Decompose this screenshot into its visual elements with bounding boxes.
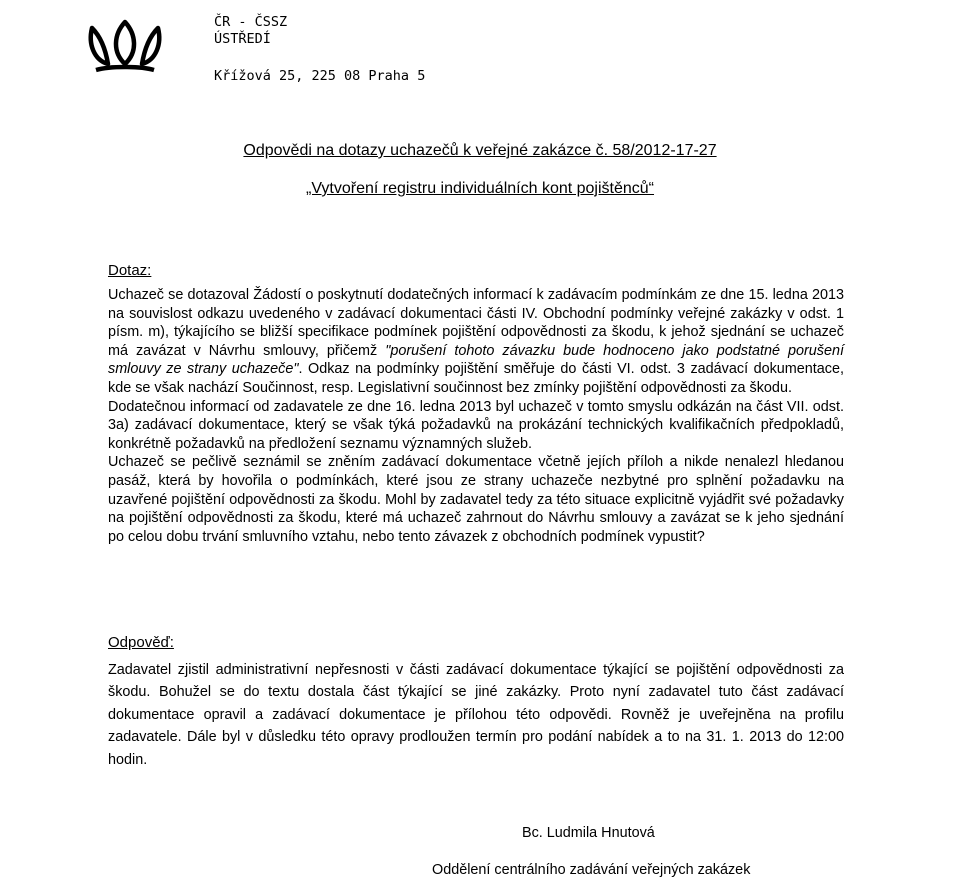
contract-name: „Vytvoření registru individuálních kont pojištěnců“	[305, 180, 655, 197]
signatory-department: Oddělení centrálního zadávání veřejných zakázek	[432, 862, 751, 878]
question-paragraph-3: Uchazeč se pečlivě seznámil se zněním zadávací dokumentace včetně jejích příloh a nikde nenalezl hledanou pasáž, která by hovořila o podmínkách, které jsou ze strany uchazeče nezbytné pro splnění požadavku na uzavřené pojištění odpovědnosti za škodu. Mohl by zadavatel tedy za této situace explicitně vyjádřit své požadavky na pojištění odpovědnosti za škodu, které má uchazeč zahrnout do Návrhu smlouvy a zavázat se k jeho sjednání po celou dobu trvání smluvního vztahu, nebo tento závazek z obchodních podmínek vypustit?	[108, 454, 844, 545]
answer-paragraph-1: Zadavatel zjistil administrativní nepřesnosti v části zadávací dokumentace týkající se pojištění odpovědnosti za škodu. Bohužel se do textu dostala část týkající se jiné zakázky. Proto nyní zadavatel tuto část zadávací dokumentace opravil a zadávací dokumentace je přílohou této odpovědi. Rovněž je uveřejněna na profilu zadavatele. Dále byl v důsledku této opravy prodloužen termín pro podání nabídek a to na 31. 1. 2013 do 12:00 hodin.	[108, 662, 844, 768]
org-address: Křížová 25, 225 08 Praha 5	[214, 68, 426, 84]
org-unit: ÚSTŘEDÍ	[214, 31, 271, 47]
organization-header	[214, 14, 425, 85]
question-body	[108, 286, 844, 546]
question-paragraph-1: Uchazeč se dotazoval Žádostí o poskytnutí dodatečných informací k zadávacím podmínkám ze dne 15. ledna 2013 na souvislost odkazu uvedeného v zadávací dokumentaci části IV. Obchodní podmínky veřejné zakázky v odst. 1 písm. m), týkajícího se bližší specifikace podmínek pojištění odpovědnosti za škodu, k jehož sjednání se uchazeč má zavázat v Návrhu smlouvy, přičemž "porušení tohoto závazku bude hodnoceno jako podstatné porušení smlouvy ze strany uchazeče". Odkaz na podmínky pojištění směřuje do části VI. odst. 3 zadávací dokumentace, kde se však nachází Součinnost, resp. Legislativní součinnost bez zmínky pojištění odpovědnosti za škodu.	[108, 287, 844, 396]
signatory-name: Bc. Ludmila Hnutová	[522, 825, 655, 841]
org-name: ČR - ČSSZ	[214, 14, 288, 30]
answer-heading: Odpověď:	[108, 634, 174, 651]
quoted-condition: "porušení tohoto závazku bude hodnoceno jako podstatné porušení smlouvy ze strany uchazeče"	[108, 342, 844, 378]
question-heading: Dotaz:	[108, 262, 152, 279]
document-title: Odpovědi na dotazy uchazečů k veřejné zakázce č. 58/2012-17-27	[243, 142, 717, 159]
tulip-flowers-logo-icon	[86, 18, 164, 74]
question-paragraph-2: Dodatečnou informací od zadavatele ze dne 16. ledna 2013 byl uchazeč v tomto smyslu odkázán na část VII. odst. 3a) zadávací dokumentace, který se však týká požadavků na prokázání technických kvalifikačních předpokladů, konkrétně požadavků na předložení seznamu významných služeb.	[108, 398, 844, 452]
answer-body	[108, 659, 844, 771]
